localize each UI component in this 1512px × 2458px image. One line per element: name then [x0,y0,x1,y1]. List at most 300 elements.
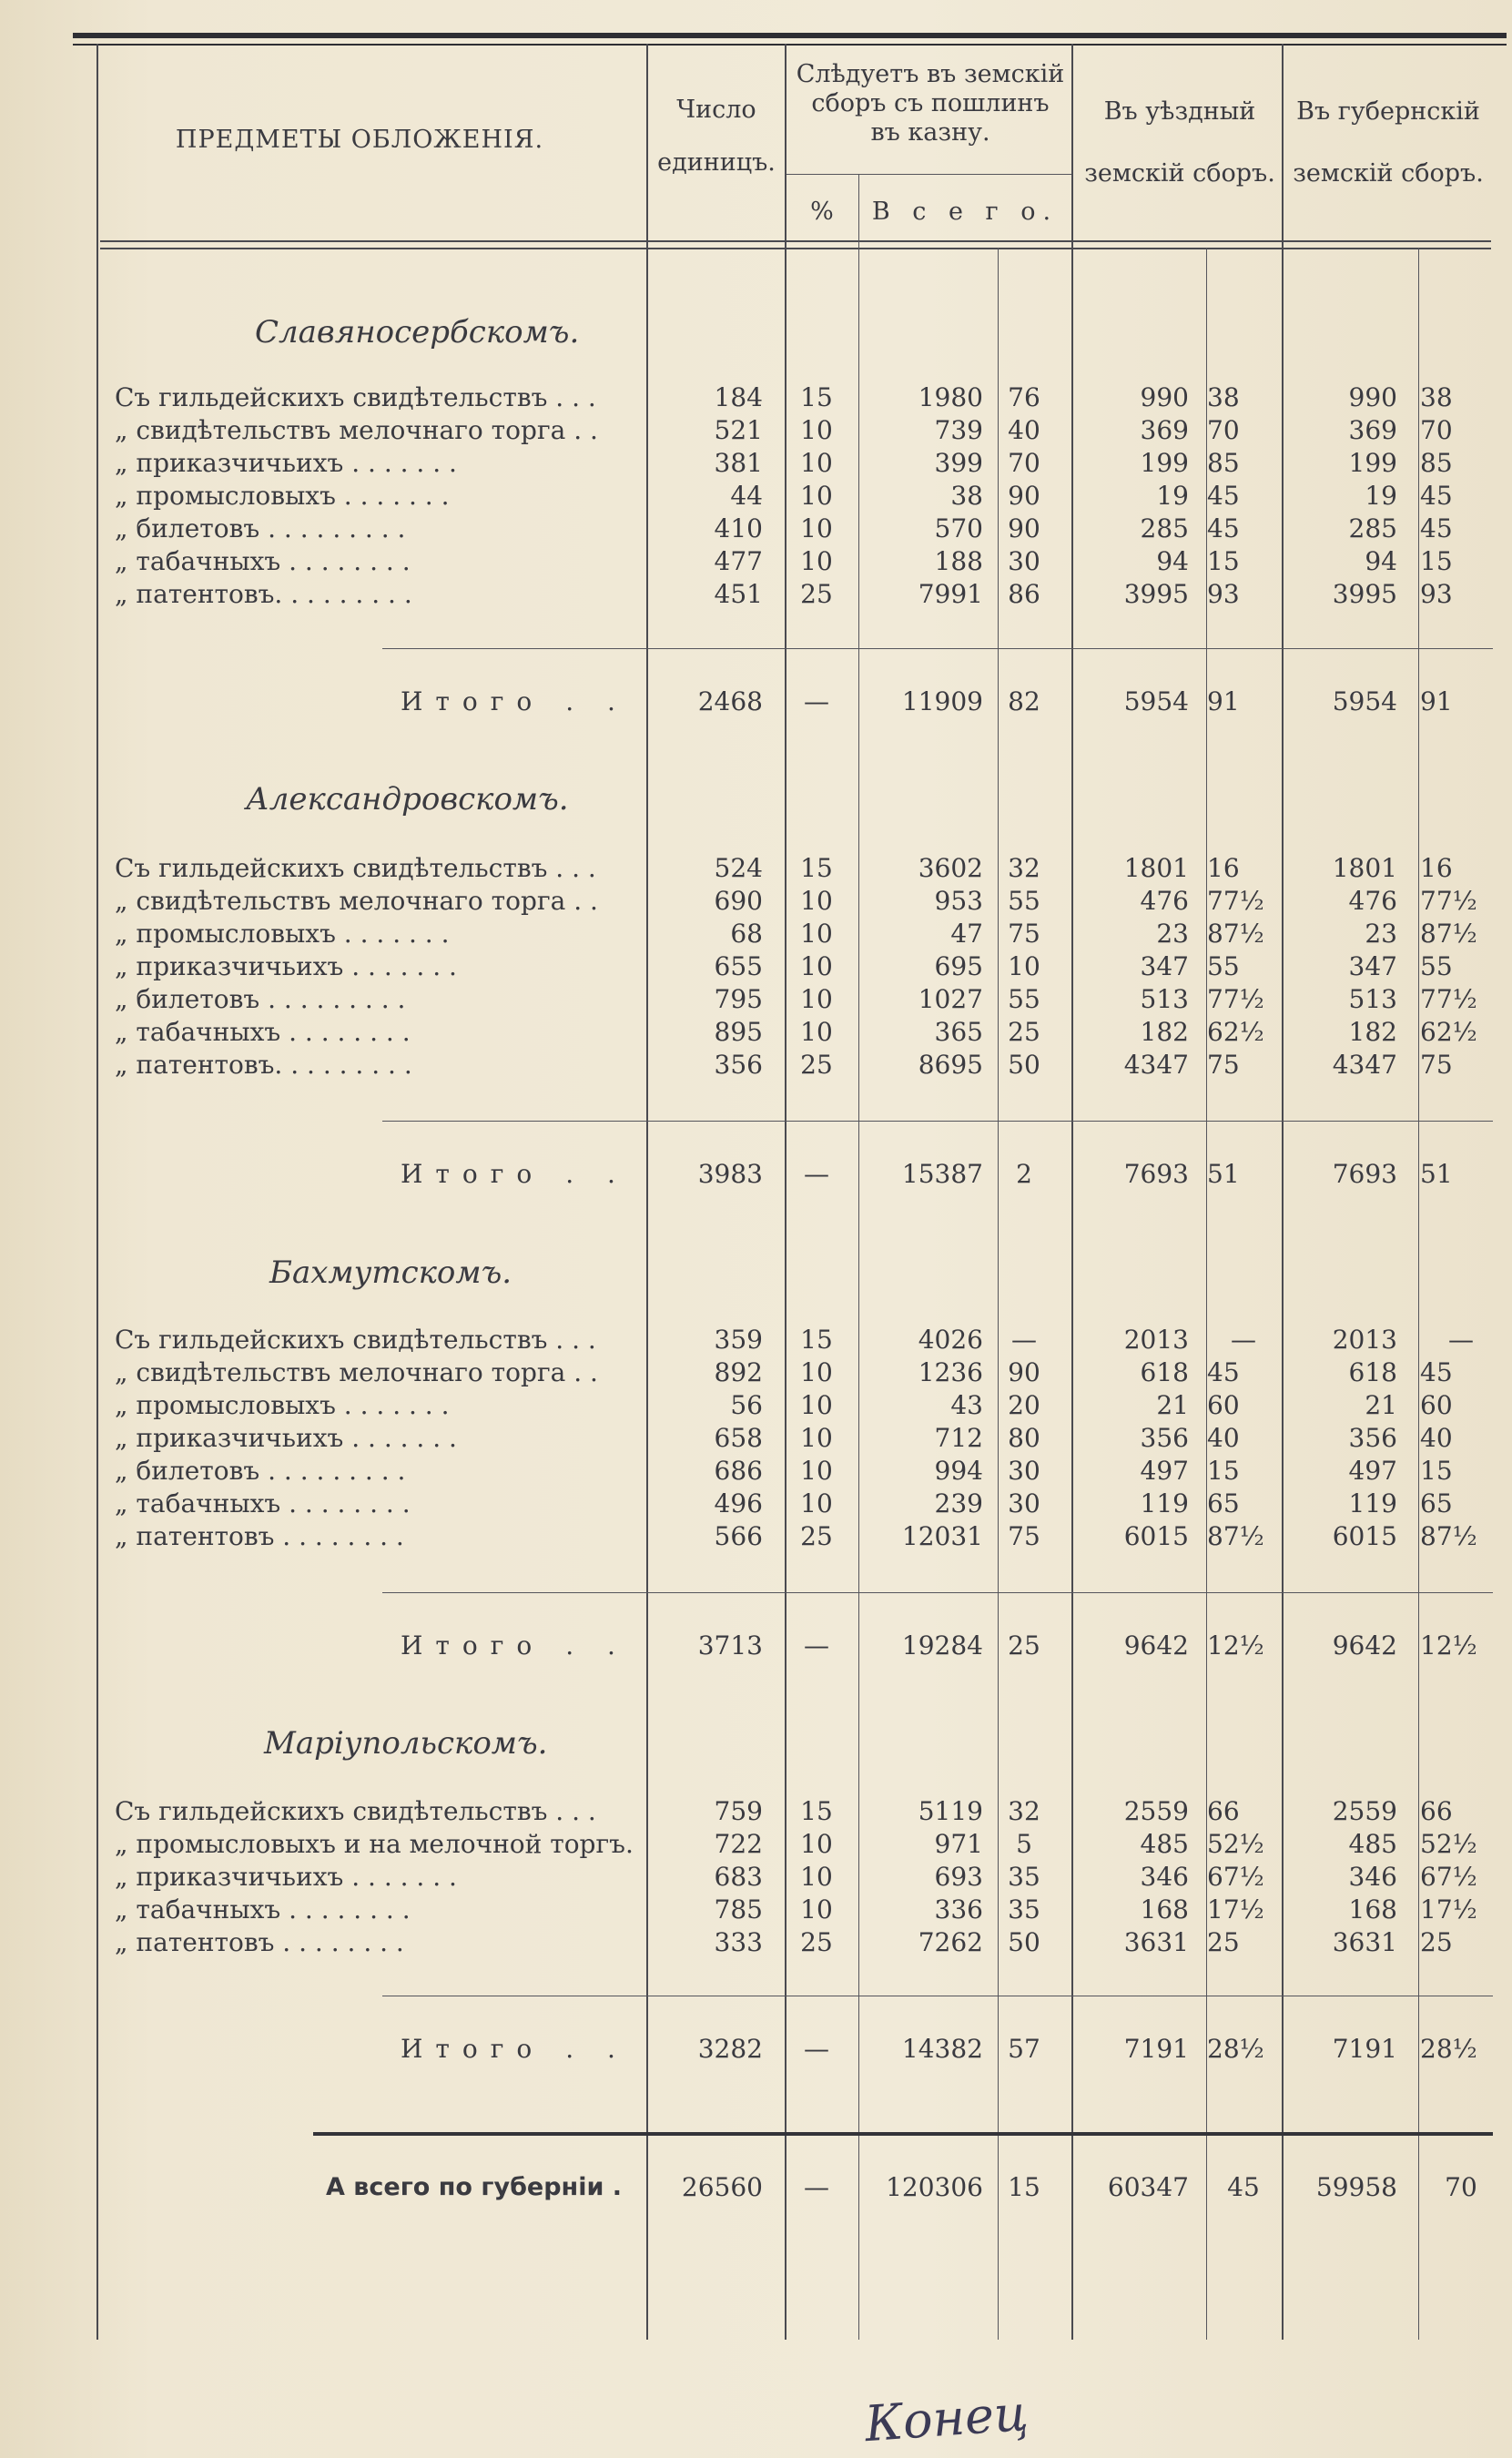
uezd-rub-cell: 119 [1140,1488,1189,1518]
gub-kop-cell: 15 [1420,546,1453,576]
row-label: Съ гильдейскихъ свидѣтельствъ . . . [115,1796,596,1826]
total-kop-cell: 57 [1008,2034,1040,2064]
total-kop-cell: 40 [1008,415,1040,445]
row-label: „ билетовъ . . . . . . . . . [115,984,406,1014]
total-rub-cell: 11909 [901,686,983,716]
header-uezd-line1: Въ уѣздный [1103,97,1256,126]
gub-kop-cell: 28½ [1420,2034,1477,2064]
gub-kop-cell: 38 [1420,382,1453,412]
handwritten-note: Конец [863,2383,1030,2453]
uezd-rub-cell: 23 [1156,919,1189,949]
gub-rub-cell: 346 [1348,1862,1397,1892]
table-row [0,545,1512,578]
total-kop-cell: 75 [1008,919,1040,949]
gub-kop-cell: 60 [1420,1390,1453,1420]
gub-rub-cell: 369 [1348,415,1397,445]
row-label: „ патентовъ. . . . . . . . . [115,579,412,609]
table-row [0,852,1512,885]
gub-rub-cell: 497 [1348,1456,1397,1486]
gub-rub-cell: 5954 [1332,686,1397,716]
pct-cell: 10 [800,1357,833,1387]
row-label: „ приказчичьихъ . . . . . . . [115,1423,457,1453]
units-cell: 521 [714,415,763,445]
uezd-rub-cell: 1801 [1123,853,1189,883]
total-kop-cell: 70 [1008,448,1040,478]
row-label: „ билетовъ . . . . . . . . . [115,513,406,543]
uezd-kop-cell: 77½ [1207,984,1264,1014]
total-rub-cell: 712 [934,1423,983,1453]
table-row [0,1861,1512,1894]
section-title: Бахмутскомъ. [269,1254,512,1291]
row-label: „ приказчичьихъ . . . . . . . [115,1862,457,1892]
uezd-rub-cell: 618 [1140,1357,1189,1387]
total-rub-cell: 14382 [901,2034,983,2064]
total-label: Итого . . [401,1159,628,1189]
uezd-rub-cell: 19 [1156,481,1189,511]
total-rub-cell: 953 [934,886,983,916]
table-row [0,447,1512,480]
total-kop-cell: 35 [1008,1862,1040,1892]
total-row [0,1630,1512,1662]
total-rub-cell: 693 [934,1862,983,1892]
gub-kop-cell: 52½ [1420,1829,1477,1859]
pct-cell: — [804,1159,829,1189]
units-cell: 26560 [681,2172,763,2202]
header-pct: % [810,198,834,226]
units-cell: 56 [730,1390,763,1420]
header-due-rule [785,174,1071,175]
pct-cell: 25 [800,1927,833,1957]
uezd-kop-cell: 52½ [1207,1829,1264,1859]
gub-kop-cell: 70 [1420,415,1453,445]
uezd-rub-cell: 3631 [1123,1927,1189,1957]
total-kop-cell: 75 [1008,1521,1040,1551]
units-cell: 381 [714,448,763,478]
gub-kop-cell: — [1448,1325,1474,1355]
table-row [0,885,1512,918]
uezd-rub-cell: 2559 [1123,1796,1189,1826]
table-row [0,414,1512,447]
pct-cell: 10 [800,415,833,445]
pct-cell: — [804,686,829,716]
uezd-kop-cell: 93 [1207,579,1240,609]
gub-rub-cell: 476 [1348,886,1397,916]
row-label: Съ гильдейскихъ свидѣтельствъ . . . [115,1325,596,1355]
gub-kop-cell: 77½ [1420,984,1477,1014]
gub-kop-cell: 67½ [1420,1862,1477,1892]
table-row [0,1926,1512,1959]
uezd-kop-cell: 75 [1207,1050,1240,1080]
gub-rub-cell: 21 [1365,1390,1397,1420]
total-row [0,686,1512,718]
pct-cell: 15 [800,382,833,412]
total-kop-cell: 30 [1008,1456,1040,1486]
gub-kop-cell: 62½ [1420,1017,1477,1047]
uezd-rub-cell: 7693 [1123,1159,1189,1189]
uezd-kop-cell: — [1231,1325,1256,1355]
total-row [0,1158,1512,1191]
gub-rub-cell: 23 [1365,919,1397,949]
total-rub-cell: 695 [934,951,983,981]
pct-cell: 15 [800,853,833,883]
gub-kop-cell: 16 [1420,853,1453,883]
uezd-kop-cell: 15 [1207,546,1240,576]
total-kop-cell: 10 [1008,951,1040,981]
gub-kop-cell: 40 [1420,1423,1453,1453]
gub-rub-cell: 7693 [1332,1159,1397,1189]
total-rub-cell: 47 [950,919,983,949]
units-cell: 655 [714,951,763,981]
uezd-rub-cell: 3995 [1123,579,1189,609]
total-rub-cell: 5119 [918,1796,983,1826]
pct-cell: 15 [800,1796,833,1826]
uezd-kop-cell: 45 [1227,2172,1260,2202]
uezd-kop-cell: 65 [1207,1488,1240,1518]
row-label: Съ гильдейскихъ свидѣтельствъ . . . [115,853,596,883]
uezd-kop-cell: 25 [1207,1927,1240,1957]
grand-total-label: А всего по губерніи . [326,2173,623,2201]
gub-rub-cell: 285 [1348,513,1397,543]
table-row [0,1795,1512,1828]
uezd-rub-cell: 168 [1140,1894,1189,1925]
gub-rub-cell: 168 [1348,1894,1397,1925]
units-cell: 683 [714,1862,763,1892]
units-cell: 895 [714,1017,763,1047]
table-row [0,1488,1512,1520]
total-kop-cell: 2 [1016,1159,1032,1189]
header-due-line2: сборъ съ пошлинъ [811,89,1050,117]
gub-rub-cell: 3631 [1332,1927,1397,1957]
uezd-rub-cell: 347 [1140,951,1189,981]
uezd-kop-cell: 45 [1207,1357,1240,1387]
row-label: „ табачныхъ . . . . . . . . [115,546,411,576]
gub-kop-cell: 25 [1420,1927,1453,1957]
total-rub-cell: 1980 [918,382,983,412]
subtotal-rule [382,648,1493,649]
uezd-kop-cell: 87½ [1207,919,1264,949]
gub-rub-cell: 19 [1365,481,1397,511]
header-uezd-line2: земскій сборъ. [1084,159,1275,188]
uezd-rub-cell: 485 [1140,1829,1189,1859]
row-label: „ табачныхъ . . . . . . . . [115,1017,411,1047]
uezd-rub-cell: 199 [1140,448,1189,478]
total-kop-cell: 50 [1008,1050,1040,1080]
total-kop-cell: 86 [1008,579,1040,609]
uezd-kop-cell: 67½ [1207,1862,1264,1892]
uezd-kop-cell: 60 [1207,1390,1240,1420]
units-cell: 3282 [697,2034,763,2064]
gub-rub-cell: 356 [1348,1423,1397,1453]
total-rub-cell: 739 [934,415,983,445]
total-kop-cell: 90 [1008,513,1040,543]
gub-rub-cell: 3995 [1332,579,1397,609]
total-rub-cell: 971 [934,1829,983,1859]
uezd-rub-cell: 285 [1140,513,1189,543]
total-kop-cell: 76 [1008,382,1040,412]
units-cell: 333 [714,1927,763,1957]
uezd-kop-cell: 45 [1207,481,1240,511]
uezd-kop-cell: 77½ [1207,886,1264,916]
units-cell: 658 [714,1423,763,1453]
total-rub-cell: 7262 [918,1927,983,1957]
uezd-rub-cell: 356 [1140,1423,1189,1453]
uezd-kop-cell: 66 [1207,1796,1240,1826]
pct-cell: 15 [800,1325,833,1355]
total-row [0,2033,1512,2066]
uezd-kop-cell: 91 [1207,686,1240,716]
total-rub-cell: 570 [934,513,983,543]
units-cell: 3983 [697,1159,763,1189]
gub-kop-cell: 75 [1420,1050,1453,1080]
total-kop-cell: 20 [1008,1390,1040,1420]
uezd-rub-cell: 990 [1140,382,1189,412]
header-due-line3: въ казну. [870,118,990,147]
total-rub-cell: 188 [934,546,983,576]
row-label: Съ гильдейскихъ свидѣтельствъ . . . [115,382,596,412]
table-row [0,1049,1512,1082]
grand-total-row [0,2171,1512,2204]
pct-cell: 10 [800,513,833,543]
total-kop-cell: 55 [1008,886,1040,916]
table-row [0,1520,1512,1553]
row-label: „ приказчичьихъ . . . . . . . [115,448,457,478]
gub-kop-cell: 87½ [1420,919,1477,949]
row-label: „ патентовъ. . . . . . . . . [115,1050,412,1080]
gub-rub-cell: 2013 [1332,1325,1397,1355]
table-row [0,1389,1512,1422]
table-row [0,918,1512,950]
row-label: „ свидѣтельствъ мелочнаго торга . . [115,886,598,916]
pct-cell: 10 [800,546,833,576]
section-title: Славяносербскомъ. [255,314,580,350]
total-kop-cell: 50 [1008,1927,1040,1957]
pct-cell: 10 [800,1423,833,1453]
units-cell: 477 [714,546,763,576]
total-kop-cell: 30 [1008,1488,1040,1518]
units-cell: 759 [714,1796,763,1826]
table-row [0,578,1512,611]
gub-rub-cell: 485 [1348,1829,1397,1859]
pct-cell: 10 [800,951,833,981]
pct-cell: — [804,2172,829,2202]
total-kop-cell: 35 [1008,1894,1040,1925]
table-row [0,1894,1512,1926]
header-units-line1: Число [676,96,756,124]
gub-rub-cell: 2559 [1332,1796,1397,1826]
gub-kop-cell: 77½ [1420,886,1477,916]
units-cell: 2468 [697,686,763,716]
total-kop-cell: — [1011,1325,1037,1355]
units-cell: 359 [714,1325,763,1355]
uezd-kop-cell: 55 [1207,951,1240,981]
total-kop-cell: 82 [1008,686,1040,716]
header-units [648,93,785,180]
gub-rub-cell: 119 [1348,1488,1397,1518]
uezd-kop-cell: 70 [1207,415,1240,445]
uezd-rub-cell: 94 [1156,546,1189,576]
pct-cell: 10 [800,1390,833,1420]
units-cell: 44 [730,481,763,511]
units-cell: 496 [714,1488,763,1518]
total-label: Итого . . [401,686,628,716]
pct-cell: 25 [800,1521,833,1551]
total-kop-cell: 80 [1008,1423,1040,1453]
gub-kop-cell: 55 [1420,951,1453,981]
total-kop-cell: 30 [1008,546,1040,576]
table-row [0,381,1512,414]
uezd-rub-cell: 513 [1140,984,1189,1014]
row-label: „ свидѣтельствъ мелочнаго торга . . [115,415,598,445]
gub-rub-cell: 7191 [1332,2034,1397,2064]
uezd-kop-cell: 40 [1207,1423,1240,1453]
total-rub-cell: 38 [950,481,983,511]
uezd-kop-cell: 28½ [1207,2034,1264,2064]
units-cell: 184 [714,382,763,412]
uezd-rub-cell: 7191 [1123,2034,1189,2064]
top-rule [73,33,1507,38]
gub-kop-cell: 12½ [1420,1630,1477,1661]
units-cell: 686 [714,1456,763,1486]
units-cell: 356 [714,1050,763,1080]
gub-rub-cell: 1801 [1332,853,1397,883]
pct-cell: 10 [800,919,833,949]
gub-kop-cell: 17½ [1420,1894,1477,1925]
gub-kop-cell: 66 [1420,1796,1453,1826]
gub-rub-cell: 347 [1348,951,1397,981]
gub-kop-cell: 91 [1420,686,1453,716]
uezd-kop-cell: 38 [1207,382,1240,412]
table-row [0,1356,1512,1389]
table-row [0,480,1512,513]
total-rub-cell: 3602 [918,853,983,883]
units-cell: 451 [714,579,763,609]
total-kop-cell: 5 [1016,1829,1032,1859]
uezd-rub-cell: 346 [1140,1862,1189,1892]
header-uezd [1076,95,1284,191]
total-kop-cell: 90 [1008,481,1040,511]
row-label: „ приказчичьихъ . . . . . . . [115,951,457,981]
gub-rub-cell: 59958 [1315,2172,1397,2202]
units-cell: 524 [714,853,763,883]
gub-rub-cell: 4347 [1332,1050,1397,1080]
total-kop-cell: 90 [1008,1357,1040,1387]
section-title: Маріупольскомъ. [264,1725,548,1762]
total-rub-cell: 365 [934,1017,983,1047]
pct-cell: 10 [800,1829,833,1859]
total-kop-cell: 25 [1008,1630,1040,1661]
row-label: „ промысловыхъ . . . . . . . [115,481,450,511]
pct-cell: 10 [800,1456,833,1486]
gub-kop-cell: 87½ [1420,1521,1477,1551]
units-cell: 68 [730,919,763,949]
total-kop-cell: 15 [1008,2172,1040,2202]
gub-rub-cell: 990 [1348,382,1397,412]
total-kop-cell: 32 [1008,853,1040,883]
gub-kop-cell: 15 [1420,1456,1453,1486]
total-kop-cell: 32 [1008,1796,1040,1826]
row-label: „ промысловыхъ и на мелочной торгъ. [115,1829,634,1859]
total-rub-cell: 1027 [918,984,983,1014]
uezd-kop-cell: 15 [1207,1456,1240,1486]
uezd-rub-cell: 369 [1140,415,1189,445]
table-row [0,983,1512,1016]
units-cell: 795 [714,984,763,1014]
row-label: „ свидѣтельствъ мелочнаго торга . . [115,1357,598,1387]
gub-kop-cell: 65 [1420,1488,1453,1518]
pct-cell: — [804,2034,829,2064]
units-cell: 3713 [697,1630,763,1661]
table-row [0,950,1512,983]
total-label: Итого . . [401,1630,628,1661]
gub-rub-cell: 94 [1365,546,1397,576]
total-rub-cell: 994 [934,1456,983,1486]
uezd-kop-cell: 87½ [1207,1521,1264,1551]
uezd-rub-cell: 2013 [1123,1325,1189,1355]
total-rub-cell: 336 [934,1894,983,1925]
total-rub-cell: 15387 [901,1159,983,1189]
table-row [0,1016,1512,1049]
total-rub-cell: 19284 [901,1630,983,1661]
uezd-kop-cell: 12½ [1207,1630,1264,1661]
uezd-rub-cell: 497 [1140,1456,1189,1486]
subtotal-rule [382,1592,1493,1593]
uezd-kop-cell: 16 [1207,853,1240,883]
total-kop-cell: 25 [1008,1017,1040,1047]
gub-kop-cell: 85 [1420,448,1453,478]
gub-kop-cell: 51 [1420,1159,1453,1189]
table-row [0,513,1512,545]
uezd-rub-cell: 6015 [1123,1521,1189,1551]
total-rub-cell: 120306 [886,2172,983,2202]
pct-cell: 10 [800,448,833,478]
gub-rub-cell: 618 [1348,1357,1397,1387]
uezd-rub-cell: 182 [1140,1017,1189,1047]
total-kop-cell: 55 [1008,984,1040,1014]
total-rub-cell: 4026 [918,1325,983,1355]
total-rub-cell: 43 [950,1390,983,1420]
uezd-rub-cell: 5954 [1123,686,1189,716]
header-subject: ПРЕДМЕТЫ ОБЛОЖЕНІЯ. [175,126,544,154]
header-gub-line1: Въ губернскій [1296,97,1480,126]
total-rub-cell: 239 [934,1488,983,1518]
uezd-kop-cell: 85 [1207,448,1240,478]
row-label: „ патентовъ . . . . . . . . [115,1927,404,1957]
pct-cell: 10 [800,1017,833,1047]
gub-kop-cell: 93 [1420,579,1453,609]
pct-cell: 10 [800,1894,833,1925]
row-label: „ патентовъ . . . . . . . . [115,1521,404,1551]
top-rule-thin [73,44,1507,46]
total-rub-cell: 1236 [918,1357,983,1387]
gub-rub-cell: 6015 [1332,1521,1397,1551]
units-cell: 690 [714,886,763,916]
total-label: Итого . . [401,2034,628,2064]
units-cell: 566 [714,1521,763,1551]
row-label: „ промысловыхъ . . . . . . . [115,919,450,949]
units-cell: 785 [714,1894,763,1925]
total-rub-cell: 8695 [918,1050,983,1080]
row-label: „ табачныхъ . . . . . . . . [115,1488,411,1518]
gub-rub-cell: 182 [1348,1017,1397,1047]
table-row [0,1422,1512,1455]
total-rub-cell: 7991 [918,579,983,609]
pct-cell: 10 [800,984,833,1014]
uezd-kop-cell: 45 [1207,513,1240,543]
section-title: Александровскомъ. [246,781,569,818]
pct-cell: — [804,1630,829,1661]
total-rub-cell: 12031 [901,1521,983,1551]
pct-cell: 10 [800,481,833,511]
